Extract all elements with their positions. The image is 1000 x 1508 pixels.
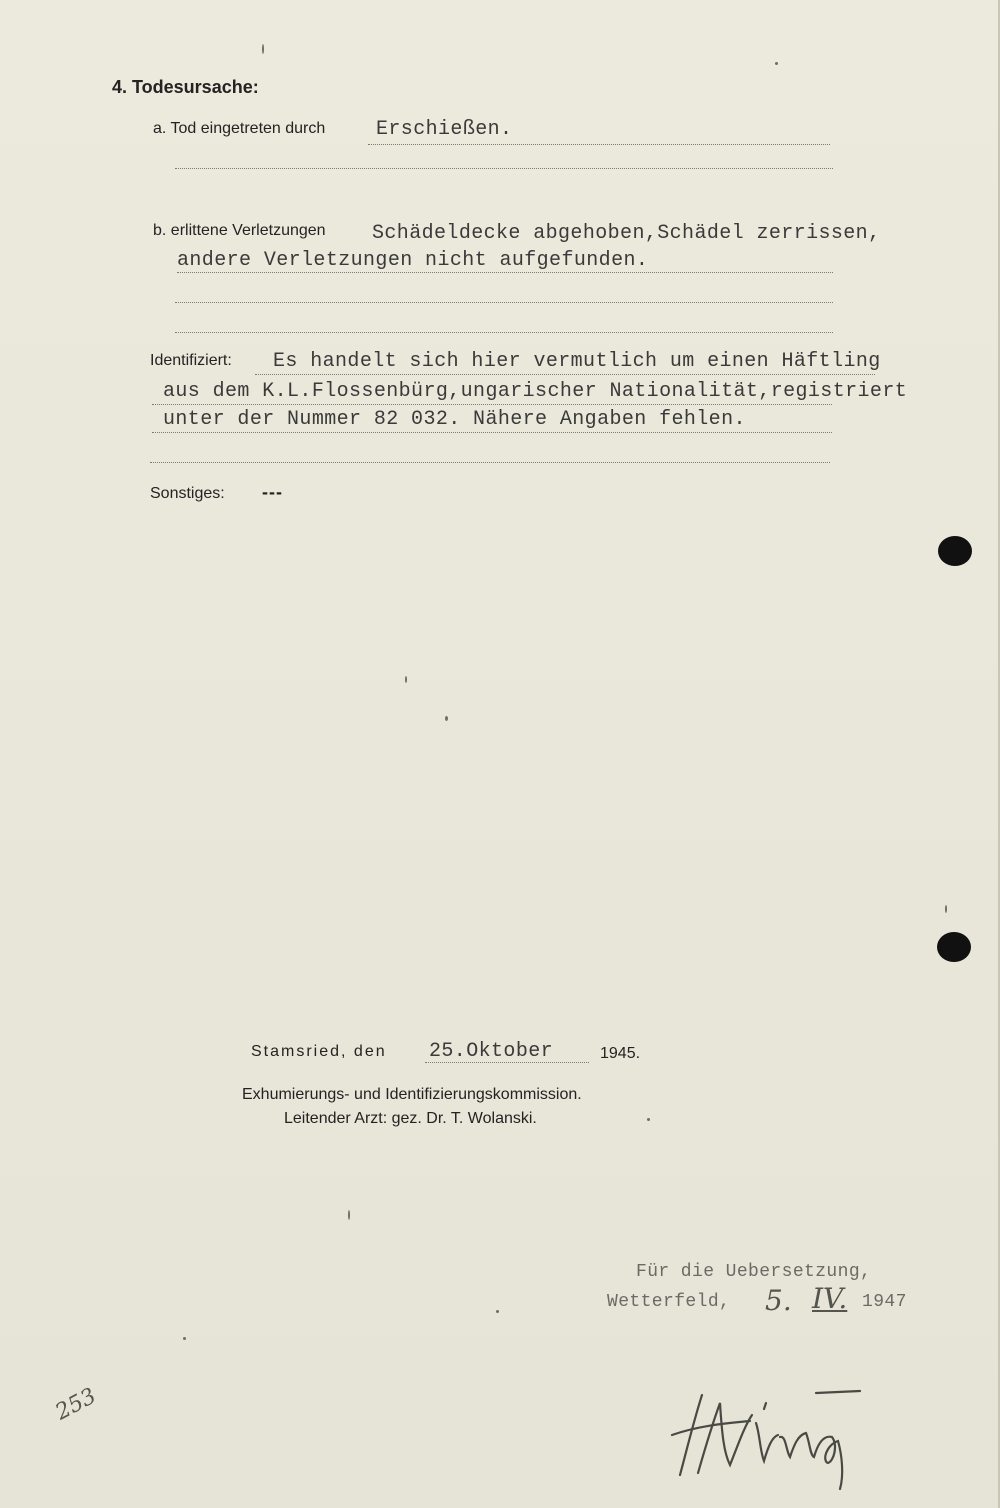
translation-note-line: Für die Uebersetzung, — [636, 1262, 872, 1282]
punch-hole — [938, 536, 972, 566]
paper-mark — [405, 676, 407, 683]
lead-doctor: Leitender Arzt: gez. Dr. T. Wolanski. — [284, 1110, 537, 1127]
other-value: --- — [262, 482, 283, 502]
paper-mark — [775, 62, 778, 65]
identified-line-1: Es handelt sich hier vermutlich um einen Häftling — [273, 350, 881, 373]
dotted-line — [152, 404, 832, 405]
translation-place: Wetterfeld, — [607, 1292, 731, 1312]
translation-month: IV. — [812, 1282, 848, 1315]
punch-hole — [937, 932, 971, 962]
paper-mark — [445, 716, 448, 721]
identified-line-3: unter der Nummer 82 032. Nähere Angaben fehlen. — [163, 408, 746, 431]
dotted-line — [150, 462, 830, 463]
identified-line-2: aus dem K.L.Flossenbürg,ungarischer Nationalität,registriert — [163, 380, 908, 403]
dotted-line — [425, 1062, 589, 1063]
dotted-line — [175, 332, 833, 333]
page-number: 253 — [51, 1383, 101, 1426]
paper-mark — [183, 1337, 186, 1340]
paper-mark — [348, 1210, 350, 1220]
dotted-line — [175, 302, 833, 303]
commission-title: Exhumierungs- und Identifizierungskommission. — [242, 1086, 582, 1103]
dotted-line — [152, 432, 832, 433]
year-label: 1945. — [600, 1045, 641, 1062]
identified-label: Identifiziert: — [150, 352, 232, 369]
cause-value: Erschießen. — [376, 118, 513, 141]
dotted-line — [175, 168, 833, 169]
paper-mark — [945, 905, 947, 913]
injuries-line-1: Schädeldecke abgehoben,Schädel zerrissen, — [372, 222, 881, 245]
date-value: 25.Oktober — [429, 1040, 554, 1063]
dotted-line — [255, 374, 875, 375]
translation-day: 5. — [765, 1284, 792, 1317]
paper-mark — [496, 1310, 499, 1313]
place-label: Stamsried, den — [251, 1043, 387, 1060]
paper-mark — [647, 1118, 650, 1121]
dotted-line — [177, 272, 833, 273]
injuries-line-2: andere Verletzungen nicht aufgefunden. — [177, 249, 649, 272]
cause-label: a. Tod eingetreten durch — [153, 120, 326, 137]
dotted-line — [368, 144, 830, 145]
translation-year: 1947 — [862, 1292, 907, 1312]
paper-mark — [262, 44, 264, 54]
injuries-label: b. erlittene Verletzungen — [153, 222, 326, 239]
other-label: Sonstiges: — [150, 485, 225, 502]
handwritten-signature — [660, 1365, 890, 1495]
section-title: 4. Todesursache: — [112, 77, 259, 97]
